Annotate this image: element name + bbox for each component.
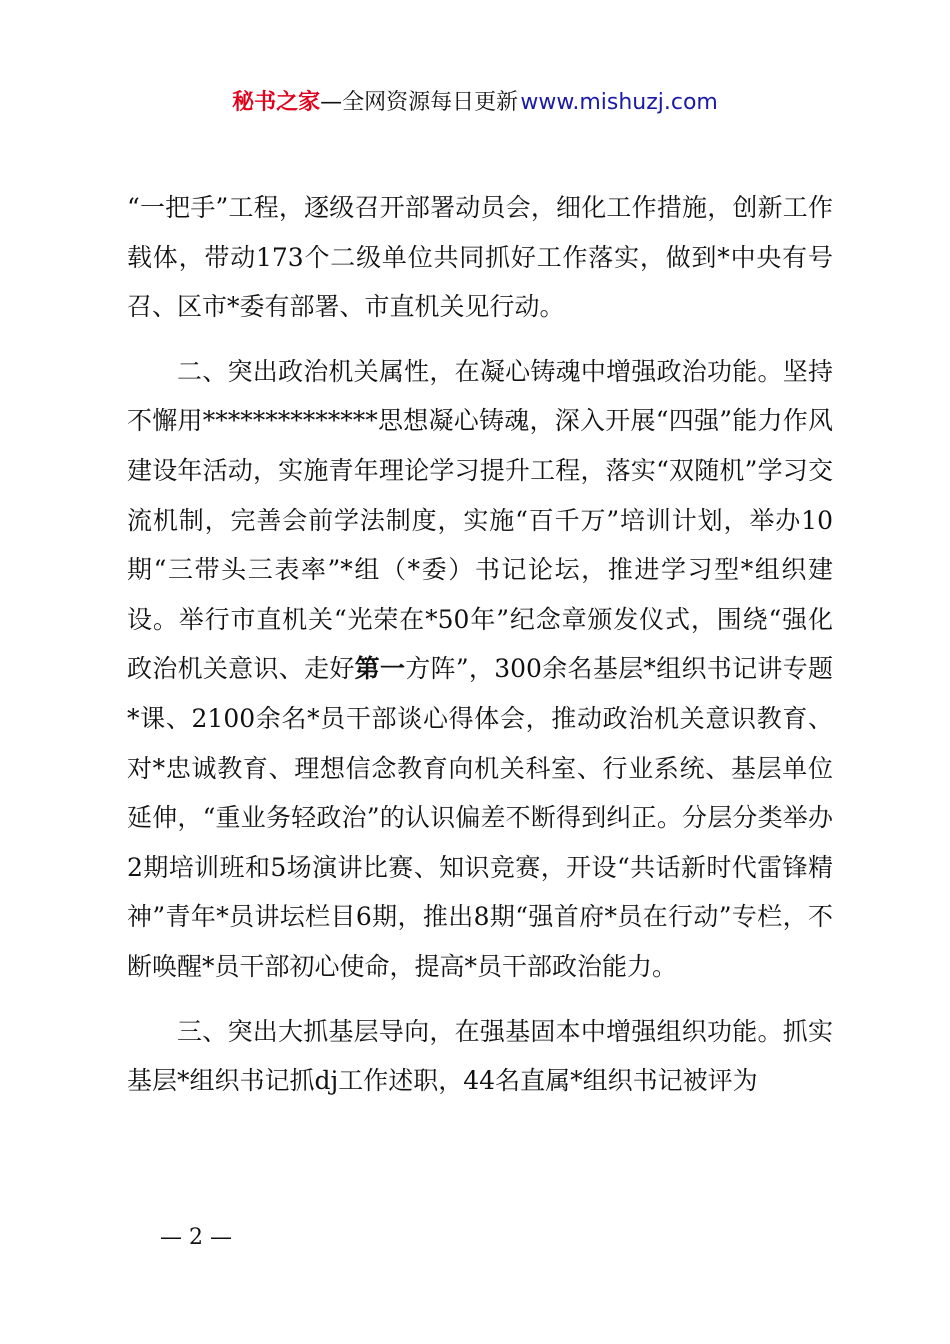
site-slogan: —全网资源每日更新 [320, 90, 519, 115]
section-two-text-start: 二、突出政治机关属性，在凝心铸魂中增强政治功能。坚持不懈用**************思想凝心铸魂，深入开展“四强”能力作风建设年活动，实施青年理论学习提升工程，落实“双随机”学习交流机制，完善会前学法制度，实施“百千万”培训计划，举办10期“三带头三表率”*组（*委）书记论坛，推进学习型*组织建设。举行市直机关“光荣在*50年”纪念章颁发仪式，围绕“强化政治机关意识、走好 [127, 356, 833, 684]
paragraph-section-two [127, 347, 833, 992]
site-header [0, 86, 950, 120]
paragraph-section-three: 三、突出大抓基层导向，在强基固本中增强组织功能。抓实基层*组织书记抓dj工作述职，44名直属*组织书记被评为 [127, 1016, 833, 1096]
document-body [127, 183, 833, 1106]
section-two-bold-text: 第一 [354, 654, 406, 684]
site-name: 秘书之家 [232, 90, 321, 115]
paragraph-continuation: “一把手”工程，逐级召开部署动员会，细化工作措施，创新工作载体，带动173个二级单位共同抓好工作落实，做到*中央有号召、区市*委有部署、市直机关见行动。 [127, 193, 833, 322]
section-two-text-end: 方阵”，300余名基层*组织书记讲专题*课、2100余名*员干部谈心得体会，推动政治机关意识教育、对*忠诚教育、理想信念教育向机关科室、行业系统、基层单位延伸，“重业务轻政治”的认识偏差不断得到纠正。分层分类举办2期培训班和5场演讲比赛、知识竞赛，开设“共话新时代雷锋精神”青年*员讲坛栏目6期，推出8期“强首府*员在行动”专栏，不断唤醒*员干部初心使命，提高*员干部政治能力。 [127, 654, 833, 981]
site-url-link[interactable]: www.mishuzj.com [520, 90, 718, 115]
page-number: — 2 — [160, 1225, 232, 1250]
